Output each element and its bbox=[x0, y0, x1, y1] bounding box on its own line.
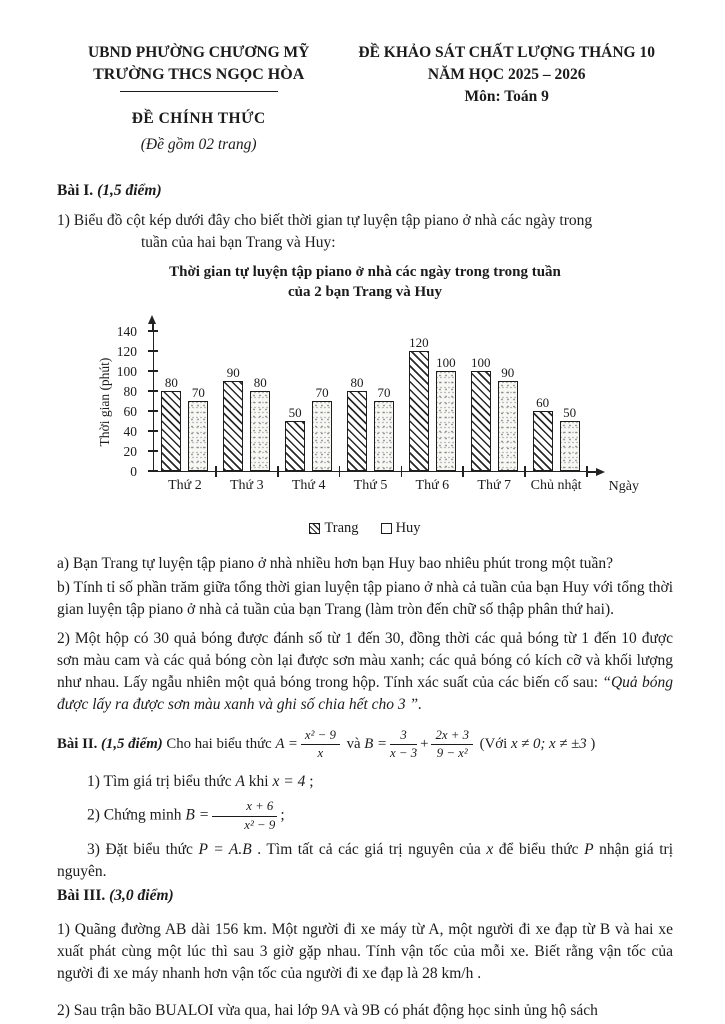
exam-header bbox=[57, 42, 673, 156]
legend-huy-swatch-icon bbox=[381, 523, 392, 534]
bar-value-label: 50 bbox=[563, 405, 577, 421]
section-2-label: Bài II. bbox=[57, 736, 98, 753]
section-3-label: Bài III. bbox=[57, 887, 106, 905]
bar-huy-Thứ 6 bbox=[436, 355, 456, 471]
section-2-heading bbox=[57, 728, 673, 762]
official-exam-label: ĐỀ CHÍNH THỨC bbox=[131, 109, 266, 127]
y-tick-label: 0 bbox=[130, 464, 137, 480]
exam-title: ĐỀ KHẢO SÁT CHẤT LƯỢNG THÁNG 10 bbox=[358, 44, 655, 61]
problem-2-2-lhs: B = bbox=[185, 806, 210, 824]
chart-legend bbox=[57, 518, 673, 539]
question-1b: b) Tính tỉ số phần trăm giữa tổng thời gian luyện tập piano ở nhà cả tuần của bạn Huy với tổng thời gian luyện tập piano ở nhà cả tuần của bạn Trang (làm tròn đến chữ số thập phân thứ hai). bbox=[57, 578, 674, 618]
section-2-intro: Cho hai biểu thức bbox=[162, 736, 276, 753]
chart-group-Thứ 6 bbox=[401, 332, 463, 494]
y-tick-label: 140 bbox=[116, 324, 137, 340]
x-category-label: Thứ 4 bbox=[291, 478, 326, 494]
section-3-points: (3,0 điểm) bbox=[109, 887, 174, 905]
x-category-label: Thứ 5 bbox=[353, 478, 388, 494]
y-tick-label: 80 bbox=[123, 384, 137, 400]
problem-2-3-eq: P = A.B bbox=[198, 841, 252, 859]
problem-2-2-text: 2) Chứng minh bbox=[87, 806, 186, 824]
bar-value-label: 70 bbox=[191, 385, 205, 401]
condition-pre: (Với bbox=[475, 736, 511, 753]
problem-2-1-var: A bbox=[235, 773, 245, 791]
pages-note: (Đề gồm 02 trang) bbox=[140, 135, 257, 153]
expr-B-frac2-numerator: 2x + 3 bbox=[431, 728, 473, 745]
chart-bar-groups bbox=[154, 332, 587, 494]
bar-huy-Thứ 3 bbox=[250, 375, 270, 471]
y-tick-label: 120 bbox=[116, 344, 137, 360]
problem-2-3-var-p: P bbox=[584, 841, 594, 859]
problem-2-2-fraction bbox=[212, 799, 277, 833]
x-tick-mark bbox=[339, 466, 341, 477]
section-1-points: (1,5 điểm) bbox=[97, 181, 162, 199]
x-tick-mark bbox=[401, 466, 403, 477]
expr-B-fraction-2 bbox=[431, 728, 473, 762]
bar-value-label: 70 bbox=[377, 385, 391, 401]
problem-2-3-mid: để biểu thức bbox=[493, 841, 585, 859]
bar-trang-Thứ 4 bbox=[285, 405, 305, 471]
expr-A-numerator: x² − 9 bbox=[301, 728, 340, 745]
legend-huy-label: Huy bbox=[395, 520, 421, 537]
legend-trang-swatch-icon bbox=[309, 523, 320, 534]
bar-huy-Chủ nhật bbox=[560, 405, 580, 471]
x-category-label: Thứ 6 bbox=[415, 478, 450, 494]
problem-2-2-end: ; bbox=[280, 806, 285, 824]
legend-item-huy bbox=[381, 518, 421, 539]
section-2-points: (1,5 điểm) bbox=[101, 736, 163, 753]
header-right-column bbox=[340, 42, 673, 156]
y-tick-mark bbox=[148, 370, 158, 372]
x-tick-mark bbox=[586, 466, 588, 477]
chart-group-Thứ 5 bbox=[340, 332, 402, 494]
y-axis-arrow-icon bbox=[148, 315, 156, 324]
chart-group-Thứ 4 bbox=[278, 332, 340, 494]
chart-title-line2: của 2 bạn Trang và Huy bbox=[287, 283, 443, 300]
x-tick-mark bbox=[462, 466, 464, 477]
problem-1-1-line2: tuần của hai bạn Trang và Huy: bbox=[141, 233, 336, 251]
y-tick-mark bbox=[148, 350, 158, 352]
problem-3-1: 1) Quãng đường AB dài 156 km. Một người đi xe máy từ A, một người đi xe đạp từ B và hai xe xuất phát cùng một lúc thì sau 3 giờ gặp nhau. Tính vận tốc của mỗi xe. Biết rằng vận tốc của người đi xe máy nhanh hơn vận tốc của người đi xe đạp là 28 km/h . bbox=[57, 921, 673, 983]
chart-group-Thứ 2 bbox=[154, 332, 216, 494]
problem-2-1-text: 1) Tìm giá trị biểu thức bbox=[87, 773, 236, 791]
problem-2-2-denominator: x² − 9 bbox=[244, 817, 276, 832]
legend-trang-label: Trang bbox=[324, 520, 359, 537]
bar-huy-Thứ 5 bbox=[374, 385, 394, 471]
x-category-label: Thứ 3 bbox=[229, 478, 264, 494]
bar-value-label: 100 bbox=[470, 355, 491, 371]
condition-math: x ≠ 0; x ≠ ±3 bbox=[510, 736, 587, 753]
bar-value-label: 80 bbox=[164, 375, 178, 391]
x-tick-mark bbox=[215, 466, 217, 477]
y-tick-label: 40 bbox=[123, 424, 137, 440]
problem-2-3-end: nhận giá trị nguyên. bbox=[57, 841, 673, 881]
y-tick-mark bbox=[148, 450, 158, 452]
expr-A-fraction bbox=[301, 728, 340, 762]
header-divider bbox=[120, 91, 278, 92]
issuing-authority: UBND PHƯỜNG CHƯƠNG MỸ bbox=[87, 44, 310, 61]
problem-2-2 bbox=[57, 799, 673, 833]
bar-trang-Thứ 7 bbox=[470, 355, 491, 471]
y-tick-mark bbox=[148, 430, 158, 432]
bar-trang-Thứ 2 bbox=[161, 375, 181, 471]
problem-2-3 bbox=[57, 839, 673, 883]
chart-title-line1: Thời gian tự luyện tập piano ở nhà các ngày trong trong tuần bbox=[169, 263, 561, 280]
expr-B-lhs: B = bbox=[364, 736, 387, 753]
expr-B-fraction-1 bbox=[390, 728, 417, 762]
expr-A-denominator: x bbox=[317, 746, 324, 761]
y-tick-mark bbox=[148, 330, 158, 332]
problem-2-2-numerator: x + 6 bbox=[212, 799, 277, 816]
y-tick-mark bbox=[148, 470, 158, 472]
piano-practice-chart bbox=[57, 262, 673, 539]
school-name: TRƯỜNG THCS NGỌC HÒA bbox=[93, 66, 305, 83]
conjunction-and: và bbox=[342, 736, 365, 753]
x-axis-arrow-icon bbox=[596, 468, 605, 476]
legend-item-trang bbox=[309, 518, 358, 539]
y-tick-label: 60 bbox=[123, 404, 137, 420]
y-tick-mark bbox=[148, 410, 158, 412]
plus-sign: + bbox=[420, 736, 429, 753]
problem-1-2-event-quote: “Quả bóng được lấy ra được sơn màu xanh và ghi số chia hết cho 3 ”. bbox=[57, 673, 673, 713]
chart-y-tick-labels bbox=[107, 324, 149, 480]
question-1a: a) Bạn Trang tự luyện tập piano ở nhà nhiều hơn bạn Huy bao nhiêu phút trong một tuần? bbox=[57, 554, 614, 572]
chart-y-axis-label: Thời gian (phút) bbox=[97, 357, 112, 447]
bar-huy-Thứ 2 bbox=[188, 385, 208, 471]
x-category-label: Chủ nhật bbox=[530, 478, 582, 494]
bar-trang-Thứ 5 bbox=[347, 375, 367, 471]
y-tick-label: 100 bbox=[116, 364, 137, 380]
chart-x-axis-label: Ngày bbox=[608, 479, 639, 495]
school-year: NĂM HỌC 2025 – 2026 bbox=[427, 66, 586, 83]
problem-3-2: 2) Sau trận bão BUALOI vừa qua, hai lớp 9A và 9B có phát động học sinh ủng hộ sách bbox=[57, 1002, 598, 1020]
problem-2-1 bbox=[57, 771, 673, 793]
bar-value-label: 70 bbox=[315, 385, 329, 401]
problem-1-2 bbox=[57, 628, 673, 716]
problem-1-1-line1: 1) Biểu đồ cột kép dưới đây cho biết thời gian tự luyện tập piano ở nhà các ngày trong bbox=[57, 211, 593, 229]
x-category-label: Thứ 2 bbox=[168, 478, 202, 494]
chart-area bbox=[57, 316, 673, 508]
expr-A-lhs: A = bbox=[275, 736, 298, 753]
bar-value-label: 80 bbox=[350, 375, 364, 391]
chart-group-Thứ 3 bbox=[216, 332, 278, 494]
expr-B-frac1-denominator: x − 3 bbox=[389, 746, 418, 761]
problem-2-1-end: ; bbox=[305, 773, 314, 791]
problem-2-1-eq: x = 4 bbox=[272, 773, 306, 791]
bar-huy-Thứ 7 bbox=[498, 365, 518, 471]
expr-B-frac1-numerator: 3 bbox=[390, 728, 417, 745]
subject-line: Môn: Toán 9 bbox=[464, 88, 549, 105]
problem-1-2-text: 2) Một hộp có 30 quả bóng được đánh số từ 1 đến 30, đồng thời các quả bóng từ 1 đến 10 được sơn màu cam và các quả bóng còn lại được sơn màu xanh; các quả bóng có kích cỡ và khối lượng như nhau. Lấy ngẫu nhiên một quả bóng trong hộp. Tính xác suất của các biến cố sau: bbox=[57, 629, 673, 691]
bar-trang-Thứ 3 bbox=[223, 365, 243, 471]
bar-value-label: 80 bbox=[253, 375, 267, 391]
bar-value-label: 50 bbox=[288, 405, 302, 421]
bar-value-label: 60 bbox=[536, 395, 550, 411]
bar-trang-Thứ 6 bbox=[409, 335, 429, 471]
x-category-label: Thứ 7 bbox=[477, 478, 512, 494]
section-1-heading bbox=[57, 180, 673, 202]
bar-trang-Chủ nhật bbox=[533, 395, 553, 471]
problem-2-3-var-x: x bbox=[486, 841, 494, 859]
chart-group-Chủ nhật bbox=[525, 332, 587, 494]
expr-B-frac2-denominator: 9 − x² bbox=[436, 746, 468, 761]
section-3-heading bbox=[57, 885, 673, 907]
section-1-label: Bài I. bbox=[57, 181, 94, 199]
header-left-column bbox=[57, 42, 340, 156]
y-tick-label: 20 bbox=[123, 444, 137, 460]
condition-post: ) bbox=[586, 736, 596, 753]
bar-value-label: 90 bbox=[226, 365, 240, 381]
y-tick-mark bbox=[148, 390, 158, 392]
chart-plot-area bbox=[153, 332, 639, 495]
x-tick-mark bbox=[524, 466, 526, 477]
bar-value-label: 100 bbox=[436, 355, 456, 371]
problem-2-1-mid: khi bbox=[244, 773, 273, 791]
problem-2-3-post: . Tìm tất cả các giá trị nguyên của bbox=[251, 841, 487, 859]
bar-value-label: 90 bbox=[501, 365, 515, 381]
bar-value-label: 120 bbox=[409, 335, 429, 351]
bar-huy-Thứ 4 bbox=[312, 385, 332, 471]
problem-2-3-text: 3) Đặt biểu thức bbox=[87, 841, 199, 859]
chart-group-Thứ 7 bbox=[463, 332, 525, 494]
x-tick-mark bbox=[277, 466, 279, 477]
